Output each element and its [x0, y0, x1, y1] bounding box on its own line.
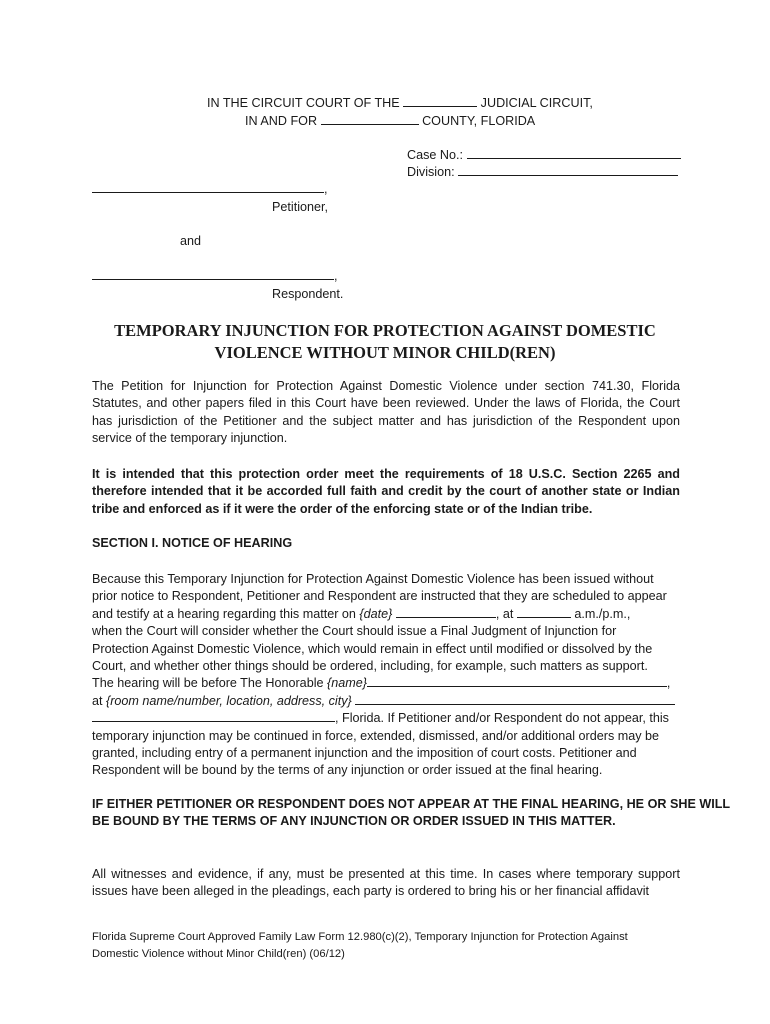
division-label: Division: [407, 165, 455, 179]
judge-name-blank[interactable] [367, 675, 667, 687]
case-number-label: Case No.: [407, 148, 463, 162]
division-row [407, 164, 678, 179]
title-line-1: TEMPORARY INJUNCTION FOR PROTECTION AGAINST DOMESTIC [114, 321, 656, 340]
warning-line: IF EITHER PETITIONER OR RESPONDENT DOES NOT APPEAR AT THE FINAL HEARING, HE OR SHE WILL [92, 797, 731, 811]
hearing-location-blank-2[interactable] [92, 710, 335, 722]
judge-name-line: The hearing will be before The Honorable {name} , [92, 676, 671, 691]
notice-line: Because this Temporary Injunction for Protection Against Domestic Violence has been issued without [92, 572, 654, 586]
court-line-2-label: IN AND FOR [245, 114, 318, 128]
hearing-location-line: at {room name/number, location, address, city} [92, 693, 680, 710]
case-number-blank[interactable] [467, 147, 681, 159]
witnesses-paragraph: All witnesses and evidence, if any, must be presented at this time. In cases where temporary support issues have been alleged in the pleadings, each party is ordered to bring his or her financial affidavit [92, 867, 680, 899]
location-continuation-line: , Florida. If Petitioner and/or Respondent do not appear, this [92, 710, 680, 727]
hearing-location-blank[interactable] [355, 693, 675, 705]
hearing-date-blank[interactable] [396, 606, 496, 618]
county-blank[interactable] [321, 113, 419, 125]
notice-line: temporary injunction may be continued in force, extended, dismissed, and/or additional orders may be [92, 728, 660, 743]
date-placeholder: {date} [359, 606, 393, 621]
judicial-circuit-blank[interactable] [403, 95, 477, 107]
court-line-2 [245, 113, 535, 128]
notice-line: Protection Against Domestic Violence, which would remain in effect until modified or dissolved by the [92, 641, 653, 656]
footer-line-2: Domestic Violence without Minor Child(ren) (06/12) [92, 947, 345, 960]
failure-to-appear-warning [92, 796, 731, 831]
intro-paragraph: The Petition for Injunction for Protection Against Domestic Violence under section 741.30, Florida Statutes, and other papers filed in this Court have been reviewed. Under the laws of Florida, the Court has jurisdiction of the Petitioner and the subject matter and has jurisdiction of the Respondent upon service of the temporary injunction. [92, 379, 680, 446]
full-faith-credit-paragraph: It is intended that this protection order meet the requirements of 18 U.S.C. Section 2265 and therefore intended that it be accorded full faith and credit by the court of another state or Indian tribe and enforced as if it were the order of the enforcing state or of the Indian tribe. [92, 467, 680, 516]
notice-line: when the Court will consider whether the Court should issue a Final Judgment of Injunction for [92, 624, 617, 639]
petitioner-name-blank[interactable] [92, 181, 324, 193]
name-placeholder: {name} [327, 676, 367, 691]
notice-line: Court, and whether other things should be ordered, including, for example, such matters as support. [92, 659, 648, 674]
petitioner-name-line[interactable]: , [92, 181, 328, 196]
section-1-heading: SECTION I. NOTICE OF HEARING [92, 536, 293, 550]
respondent-label: Respondent. [272, 287, 344, 301]
notice-line: Respondent will be bound by the terms of any injunction or order issued at the final hearing. [92, 763, 603, 778]
notice-of-hearing-paragraph [92, 571, 680, 780]
petitioner-label: Petitioner, [272, 200, 329, 214]
respondent-name-blank[interactable] [92, 268, 334, 280]
respondent-name-line[interactable]: , [92, 268, 338, 283]
notice-line: granted, including entry of a permanent injunction and the imposition of court costs. Petitioner and [92, 746, 637, 761]
title-line-2: VIOLENCE WITHOUT MINOR CHILD(REN) [214, 343, 556, 362]
case-number-row [407, 147, 681, 162]
hearing-time-blank[interactable] [517, 606, 571, 618]
form-footer [92, 929, 628, 962]
location-placeholder: {room name/number, location, address, city} [106, 693, 352, 708]
division-blank[interactable] [458, 164, 678, 176]
court-line-1-suffix: JUDICIAL CIRCUIT, [480, 96, 593, 110]
court-line-1 [207, 95, 593, 110]
document-title [92, 320, 678, 364]
hearing-date-line: and testify at a hearing regarding this matter on {date} , at a.m./p.m., [92, 606, 631, 621]
court-line-2-suffix: COUNTY, FLORIDA [422, 114, 536, 128]
and-label: and [180, 234, 202, 248]
court-line-1-label: IN THE CIRCUIT COURT OF THE [207, 96, 400, 110]
notice-line: prior notice to Respondent, Petitioner and Respondent are instructed that they are scheduled to appear [92, 589, 667, 604]
footer-line-1: Florida Supreme Court Approved Family Law Form 12.980(c)(2), Temporary Injunction for Protection Against [92, 931, 628, 943]
warning-line: BE BOUND BY THE TERMS OF ANY INJUNCTION OR ORDER ISSUED IN THIS MATTER. [92, 814, 616, 829]
